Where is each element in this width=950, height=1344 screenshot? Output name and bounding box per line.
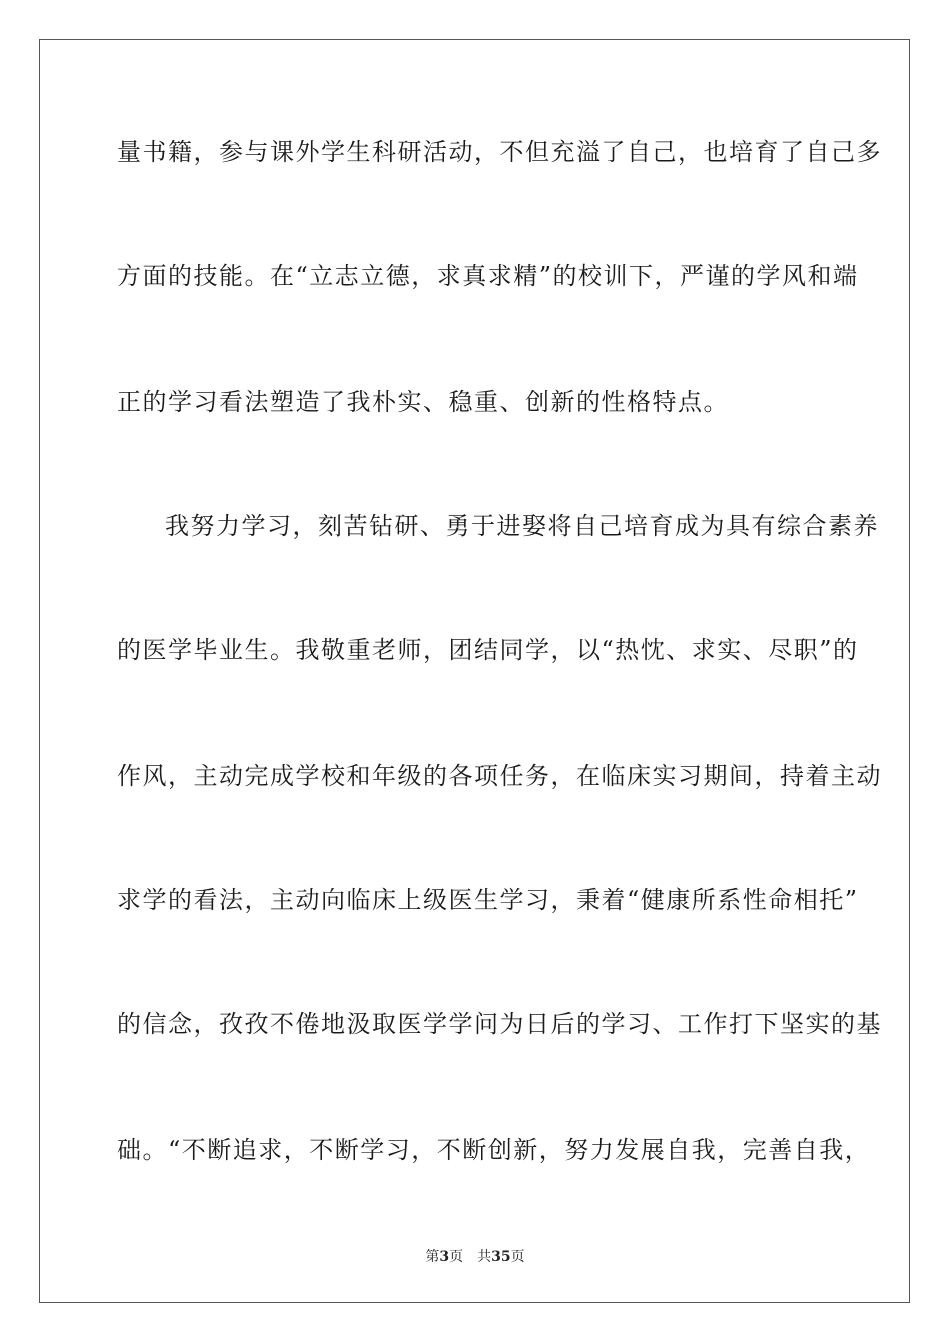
page-suffix: 页: [449, 1249, 464, 1265]
text-line: 的医学毕业生。我敬重老师，团结同学，以“热忱、求实、尽职”的: [117, 636, 859, 664]
total-suffix: 页: [510, 1249, 525, 1265]
text-line: 作风，主动完成学校和年级的各项任务，在临床实习期间，持着主动: [117, 762, 882, 790]
text-line: 方面的技能。在“立志立德，求真求精”的校训下，严谨的学风和端: [117, 262, 859, 290]
page-prefix: 第: [425, 1249, 440, 1265]
total-prefix: 共: [477, 1249, 492, 1265]
text-line: 础。“不断追求，不断学习，不断创新，努力发展自我，完善自我，: [117, 1136, 871, 1164]
text-line: 的信念，孜孜不倦地汲取医学学问为日后的学习、工作打下坚实的基: [117, 1010, 882, 1038]
page-border: [39, 39, 910, 1303]
text-line: 正的学习看法塑造了我朴实、稳重、创新的性格特点。: [117, 388, 729, 416]
page-footer: [0, 1248, 950, 1266]
text-line: 我努力学习，刻苦钻研、勇于进娶将自己培育成为具有综合素养: [165, 512, 879, 540]
text-line: 求学的看法，主动向临床上级医生学习，秉着“健康所系性命相托”: [117, 886, 859, 914]
text-line: 量书籍，参与课外学生科研活动，不但充溢了自己，也培育了自己多: [117, 138, 882, 166]
page-number: 3: [439, 1249, 450, 1265]
total-pages: 35: [491, 1249, 511, 1265]
